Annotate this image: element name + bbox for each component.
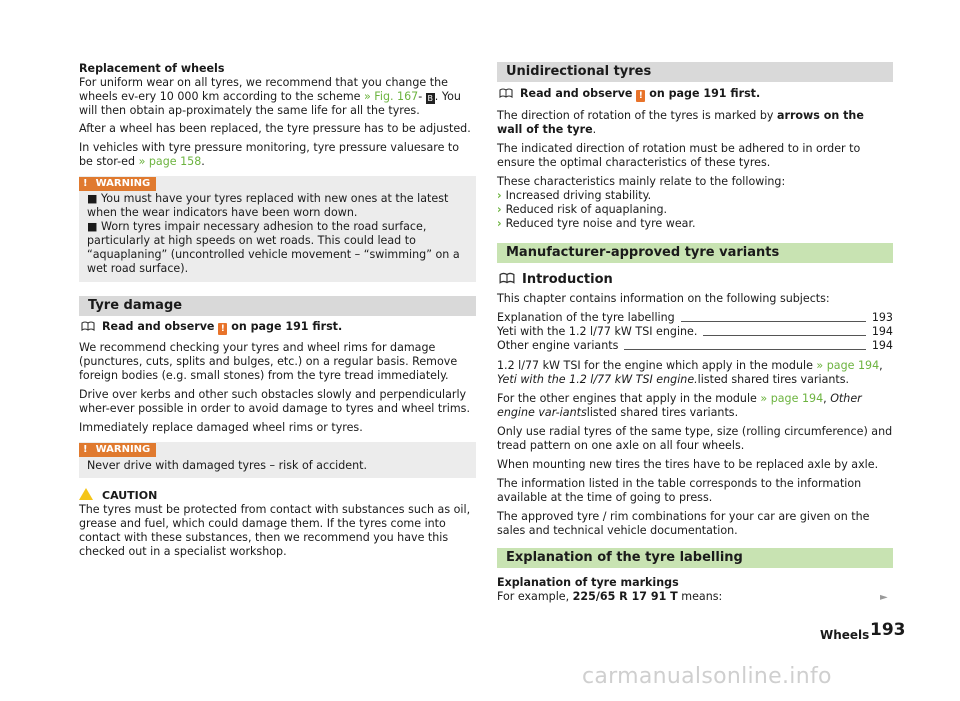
warning-label-2: WARNING xyxy=(95,444,151,455)
p-approved: The approved tyre / rim combinations for your car are given on the sales and technical vehicle documentation. xyxy=(497,510,870,537)
list-item xyxy=(497,217,893,231)
uni-p1 xyxy=(497,109,893,137)
warning-label: WARNING xyxy=(95,178,151,189)
markings-example: 225/65 R 17 91 T xyxy=(572,590,678,603)
book-icon-intro xyxy=(499,272,515,284)
explanation-heading: Explanation of the tyre labelling xyxy=(497,548,893,568)
bullet-text: Reduced tyre noise and tyre wear. xyxy=(505,217,696,230)
p-info: The information listed in the table corresponds to the information available at the time of going to press. xyxy=(497,477,862,504)
chevron-right-icon: › xyxy=(497,203,502,216)
p-other-comma: , xyxy=(823,392,831,405)
page-number: 193 xyxy=(870,620,906,640)
uni-p1-end: . xyxy=(592,123,597,136)
uni-p1-bold: arrows on the wall of the tyre xyxy=(497,109,864,136)
toc-list xyxy=(497,311,893,353)
replacement-section xyxy=(79,62,476,118)
book-icon-right xyxy=(499,88,513,98)
bullet-text: Reduced risk of aquaplaning. xyxy=(505,203,668,216)
intro-heading xyxy=(497,272,893,287)
caution-triangle-icon xyxy=(79,488,93,500)
replacement-dash: - xyxy=(418,90,426,103)
figure-label-icon: B xyxy=(427,94,434,103)
page-158-link[interactable]: » page 158 xyxy=(138,155,202,168)
toc-page: 194 xyxy=(871,325,893,338)
markings-title: Explanation of tyre markings xyxy=(497,576,679,589)
p-tsi xyxy=(497,359,893,387)
warning-ref-icon-right: ! xyxy=(636,90,645,102)
uni-p2: The indicated direction of rotation must be adhered to in order to ensure the optimal characteristics of these tyres. xyxy=(497,142,861,169)
read-observe-page-right: on page 191 first. xyxy=(649,87,761,100)
replacement-p3-end: . xyxy=(201,155,205,168)
read-observe-page: on page 191 first. xyxy=(231,320,343,333)
markings-end: means: xyxy=(677,590,723,603)
replacement-p3 xyxy=(79,141,476,169)
bullet-text: Increased driving stability. xyxy=(505,189,652,202)
replacement-text-end: . You will then obtain ap-proximately the same life for all the tyres. xyxy=(79,90,461,117)
chevron-right-icon: › xyxy=(497,217,502,230)
warning2-text: Never drive with damaged tyres – risk of accident. xyxy=(87,459,368,472)
continue-arrow-icon: ► xyxy=(880,592,888,603)
caution-label: CAUTION xyxy=(102,489,158,502)
warning-tag xyxy=(79,177,156,191)
read-observe-text: Read and observe xyxy=(102,320,215,333)
unidirectional-heading: Unidirectional tyres xyxy=(497,62,893,82)
warning-triangle-icon: ! xyxy=(83,178,88,189)
replacement-p3-text: In vehicles with tyre pressure monitoring, tyre pressure valuesare to be stor-ed xyxy=(79,141,460,168)
toc-row[interactable] xyxy=(497,339,893,353)
p-other-text: For the other engines that apply in the module xyxy=(497,392,761,405)
p-axle: When mounting new tires the tires have to be replaced axle by axle. xyxy=(497,458,879,471)
p-tsi-italic: Yeti with the 1.2 l/77 kW TSI engine. xyxy=(497,373,698,386)
read-observe-line xyxy=(79,320,476,335)
footer-section: Wheels xyxy=(820,628,870,642)
toc-row[interactable] xyxy=(497,325,893,339)
warning-ref-icon: ! xyxy=(218,323,227,335)
replacement-title: Replacement of wheels xyxy=(79,62,225,75)
toc-label[interactable]: Explanation of the tyre labelling xyxy=(497,311,675,324)
p-tsi-end: listed shared tires variants. xyxy=(697,373,850,386)
list-item xyxy=(497,189,893,203)
toc-leader xyxy=(624,349,865,350)
page-194-link[interactable]: » page 194 xyxy=(816,359,880,372)
toc-page: 194 xyxy=(871,339,893,352)
p-tsi-text: 1.2 l/77 kW TSI for the engine which apply in the module xyxy=(497,359,817,372)
chevron-right-icon: › xyxy=(497,189,502,202)
damage-p1: We recommend checking your tyres and wheel rims for damage (punctures, cuts, splits and bulges, etc.) on a regular basis. Remove foreign bodies (e.g. small stones) from the tyre tread immediately. xyxy=(79,341,458,382)
markings-text: For example, xyxy=(497,590,573,603)
caution-text: The tyres must be protected from contact with substances such as oil, grease and fuel, which could damage them. If the tyres come into contact with these substances, then we recommend you have this checked out in a specialist workshop. xyxy=(79,503,471,558)
right-column xyxy=(497,62,893,609)
p-radial: Only use radial tyres of the same type, size (rolling circumference) and tread pattern on one axle on all four wheels. xyxy=(497,425,893,452)
toc-label[interactable]: Other engine variants xyxy=(497,339,619,352)
read-observe-text-right: Read and observe xyxy=(520,87,633,100)
toc-label[interactable]: Yeti with the 1.2 l/77 kW TSI engine. xyxy=(497,325,698,338)
manufacturer-heading: Manufacturer-approved tyre variants xyxy=(497,243,893,263)
list-item xyxy=(497,203,893,217)
p-other xyxy=(497,392,893,420)
toc-row[interactable] xyxy=(497,311,893,325)
damage-p3: Immediately replace damaged wheel rims or tyres. xyxy=(79,421,363,434)
p-other-italic: Other engine var-iants xyxy=(497,392,862,419)
uni-p1-text: The direction of rotation of the tyres is marked by xyxy=(497,109,777,122)
p-other-end: listed shared tires variants. xyxy=(586,406,739,419)
warning-item-2: ■ Worn tyres impair necessary adhesion to the road surface, particularly at high speeds on wet roads. This could lead to “aquaplaning” (uncontrolled vehicle movement – “swimming” on a wet road surface). xyxy=(87,220,460,275)
uni-p3: These characteristics mainly relate to the following: xyxy=(497,175,786,188)
warning-box-2 xyxy=(79,442,476,478)
caution-tag xyxy=(79,488,476,503)
replacement-p2: After a wheel has been replaced, the tyre pressure has to be adjusted. xyxy=(79,122,471,135)
p-tsi-comma: , xyxy=(879,359,883,372)
damage-p2: Drive over kerbs and other such obstacles slowly and perpendicularly wher-ever possible in order to avoid damage to tyres and wheel trims. xyxy=(79,388,470,415)
intro-p1: This chapter contains information on the following subjects: xyxy=(497,292,830,305)
markings-section xyxy=(497,576,893,604)
toc-page: 193 xyxy=(871,311,893,324)
book-icon xyxy=(81,321,95,331)
replacement-text: For uniform wear on all tyres, we recommend that you change the wheels ev-ery 10 000 km according to the scheme xyxy=(79,76,448,103)
warning-box-1 xyxy=(79,176,476,282)
left-column xyxy=(79,62,476,564)
tyre-damage-heading: Tyre damage xyxy=(79,296,476,316)
uni-bullet-list xyxy=(497,189,893,231)
read-observe-line-right xyxy=(497,87,893,102)
toc-leader xyxy=(703,335,865,336)
watermark: carmanualsonline.info xyxy=(582,664,832,689)
warning-item-1: ■ You must have your tyres replaced with new ones at the latest when the wear indicators have been worn down. xyxy=(87,192,449,219)
fig-link[interactable]: » Fig. 167 xyxy=(363,90,419,103)
page-194-link-2[interactable]: » page 194 xyxy=(760,392,824,405)
toc-leader xyxy=(681,321,866,322)
warning-tag-2 xyxy=(79,443,156,457)
warning-triangle-icon-2: ! xyxy=(83,444,88,455)
intro-heading-text: Introduction xyxy=(522,272,613,287)
